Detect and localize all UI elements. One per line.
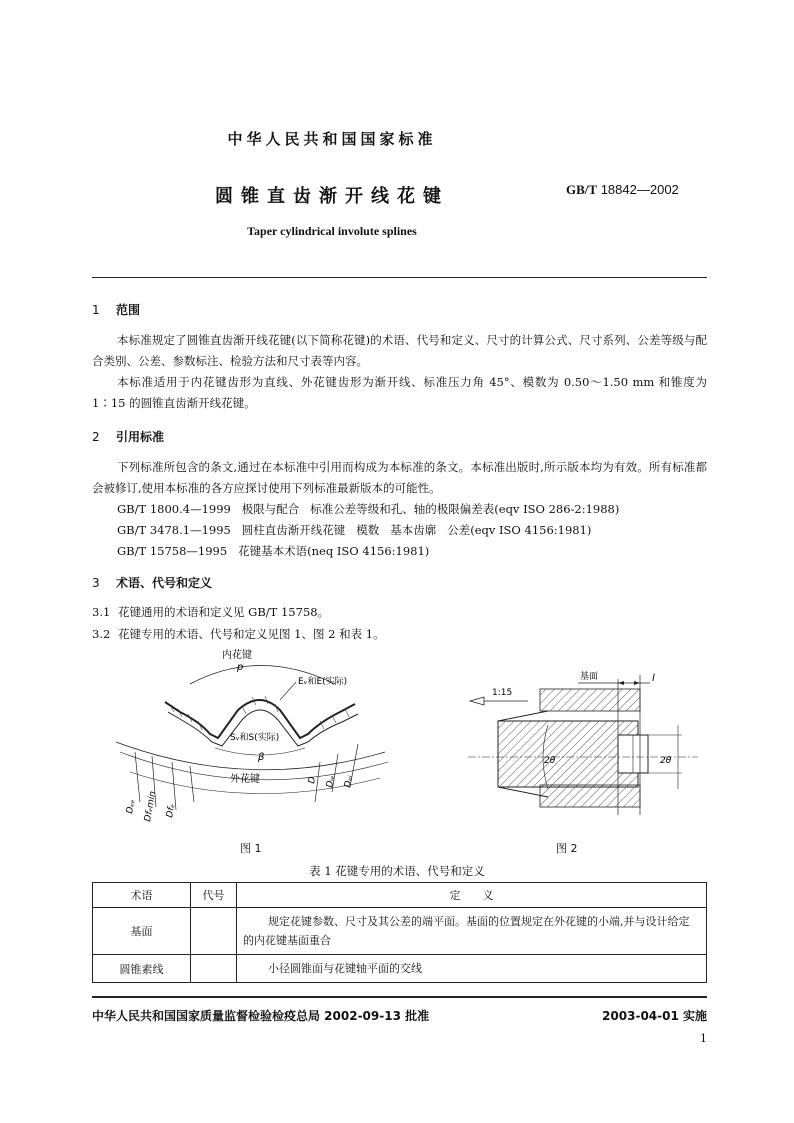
subclause-number: 3.1 (92, 605, 111, 619)
section-title: 术语、代号和定义 (116, 576, 213, 590)
subclause-3-1 (92, 604, 329, 620)
diameter-label-die: Dᵢₑ (325, 774, 338, 789)
base-plane-label: 基面 (580, 672, 599, 682)
national-standard-heading: 中华人民共和国国家标准 (227, 130, 437, 148)
length-label: l (652, 673, 655, 684)
table-row (93, 908, 707, 955)
section-title: 引用标准 (116, 430, 165, 444)
definitions-table (92, 882, 707, 983)
ev-label: Eᵥ和E(实际) (298, 677, 348, 687)
sv-label: Sᵥ和S(实际) (230, 733, 280, 743)
external-spline-label: 外花键 (230, 774, 260, 785)
beta-label: β (258, 752, 265, 763)
diameter-label-dfe: Dfₑ (165, 803, 178, 819)
subclause-text: 花键专用的术语、代号和定义见图 1、图 2 和表 1。 (118, 627, 385, 641)
diameter-label-d: D (307, 775, 319, 785)
table-1-caption: 表 1 花键专用的术语、代号和定义 (309, 864, 485, 878)
diameter-label-dei: Dₑᵢ (343, 774, 356, 789)
table-header-row (93, 883, 707, 908)
taper-label: 1:15 (492, 688, 513, 698)
page-number: 1 (700, 1032, 707, 1045)
diameter-label-dee: Dₑₑ (125, 798, 138, 815)
section-1-heading (92, 301, 140, 318)
column-header-symbol: 代号 (191, 883, 237, 908)
standard-number-value: 18842—2002 (600, 182, 679, 197)
figure-2-base-plane (468, 665, 708, 835)
english-title: Taper cylindrical involute splines (247, 224, 417, 238)
term-cell: 基面 (93, 908, 191, 955)
footer-divider (92, 996, 707, 998)
figure-2-caption: 图 2 (556, 842, 578, 855)
header-divider (92, 277, 707, 278)
pitch-label: p (237, 662, 244, 673)
pitch-arc (116, 742, 385, 770)
reference-item: GB/T 15758—1995 花键基本术语(neq ISO 4156:1981) (117, 544, 430, 558)
standard-number (566, 182, 679, 198)
hatch-lines (170, 696, 349, 730)
definition-cell: 小径圆锥面与花键轴平面的交线 (237, 955, 707, 983)
approval-statement: 中华人民共和国国家质量监督检验检疫总局 2002-09-13 批准 (92, 1009, 430, 1023)
section-1-paragraph: 本标准规定了圆锥直齿渐开线花键(以下简称花键)的术语、代号和定义、尺寸的计算公式、尺寸系列、公差等级与配合类别、公差、参数标注、检验方法和尺寸表等内容。 (92, 333, 707, 368)
definition-cell: 规定花键参数、尺寸及其公差的端平面。基面的位置规定在外花键的小端,并与设计给定的内花键基面重合 (237, 908, 707, 955)
housing-upper (540, 689, 640, 711)
section-title: 范围 (116, 303, 141, 317)
section-2-intro: 下列标准所包含的条文,通过在本标准中引用而构成为本标准的条文。本标准出版时,所示版本均为有效。所有标准都会被修订,使用本标准的各方应探讨使用下列标准最新版本的可能性。 (92, 460, 707, 495)
angle-label-right: 2θ (660, 756, 672, 766)
shaft (498, 721, 638, 787)
table-row (93, 955, 707, 983)
column-header-term: 术语 (93, 883, 191, 908)
taper-symbol (470, 697, 484, 705)
standard-title: 圆锥直齿渐开线花键 (215, 186, 449, 207)
section-number: 1 (92, 303, 100, 317)
symbol-cell (191, 908, 237, 955)
diameter-label-dfemin: Dfₑmin (143, 790, 159, 823)
term-cell: 圆锥素线 (93, 955, 191, 983)
section-number: 2 (92, 430, 100, 444)
subclause-number: 3.2 (92, 627, 111, 641)
standard-prefix: GB/T (566, 182, 598, 197)
effective-date: 2003-04-01 实施 (602, 1009, 707, 1023)
section-3-heading (92, 574, 212, 591)
subclause-3-2 (92, 626, 385, 642)
column-header-definition: 定 义 (237, 883, 707, 908)
subclause-text: 花键通用的术语和定义见 GB/T 15758。 (118, 605, 330, 619)
section-number: 3 (92, 576, 100, 590)
internal-spline-label: 内花键 (222, 650, 252, 661)
symbol-cell (191, 955, 237, 983)
section-2-heading (92, 428, 164, 445)
section-1-paragraph: 本标准适用于内花键齿形为直线、外花键齿形为渐开线、标准压力角 45°、模数为 0.50～1.50 mm 和锥度为 1∶15 的圆锥直齿渐开线花键。 (92, 375, 707, 410)
housing-lower (540, 785, 640, 807)
figure-1-spline-profile (110, 642, 400, 842)
figure-1-caption: 图 1 (240, 842, 262, 855)
reference-item: GB/T 1800.4—1999 极限与配合 标准公差等级和孔、轴的极限偏差表(eqv ISO 286-2:1988) (117, 502, 620, 516)
angle-label-left: 2θ (544, 756, 556, 766)
reference-item: GB/T 3478.1—1995 圆柱直齿渐开线花键 模数 基本齿廓 公差(eqv ISO 4156:1981) (117, 523, 592, 537)
